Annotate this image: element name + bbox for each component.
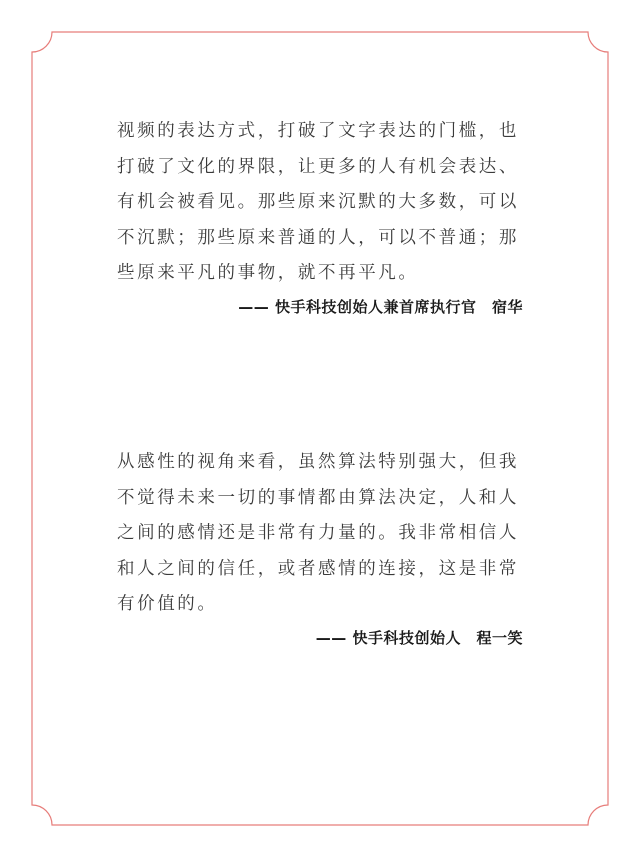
quote-block-1 bbox=[117, 114, 523, 317]
quote-text: 从感性的视角来看，虽然算法特别强大，但我不觉得未来一切的事情都由算法决定，人和人之间的感情还是非常有力量的。我非常相信人和人之间的信任，或者感情的连接，这是非常有价值的。 bbox=[117, 452, 519, 614]
quote-attribution: —— 快手科技创始人兼首席执行官 宿华 bbox=[238, 297, 523, 316]
quote-block-2 bbox=[117, 445, 523, 648]
quote-attribution: —— 快手科技创始人 程一笑 bbox=[315, 628, 523, 647]
quote-text: 视频的表达方式，打破了文字表达的门槛，也打破了文化的界限，让更多的人有机会表达、有机会被看见。那些原来沉默的大多数，可以不沉默；那些原来普通的人，可以不普通；那些原来平凡的事物，就不再平凡。 bbox=[117, 121, 519, 283]
